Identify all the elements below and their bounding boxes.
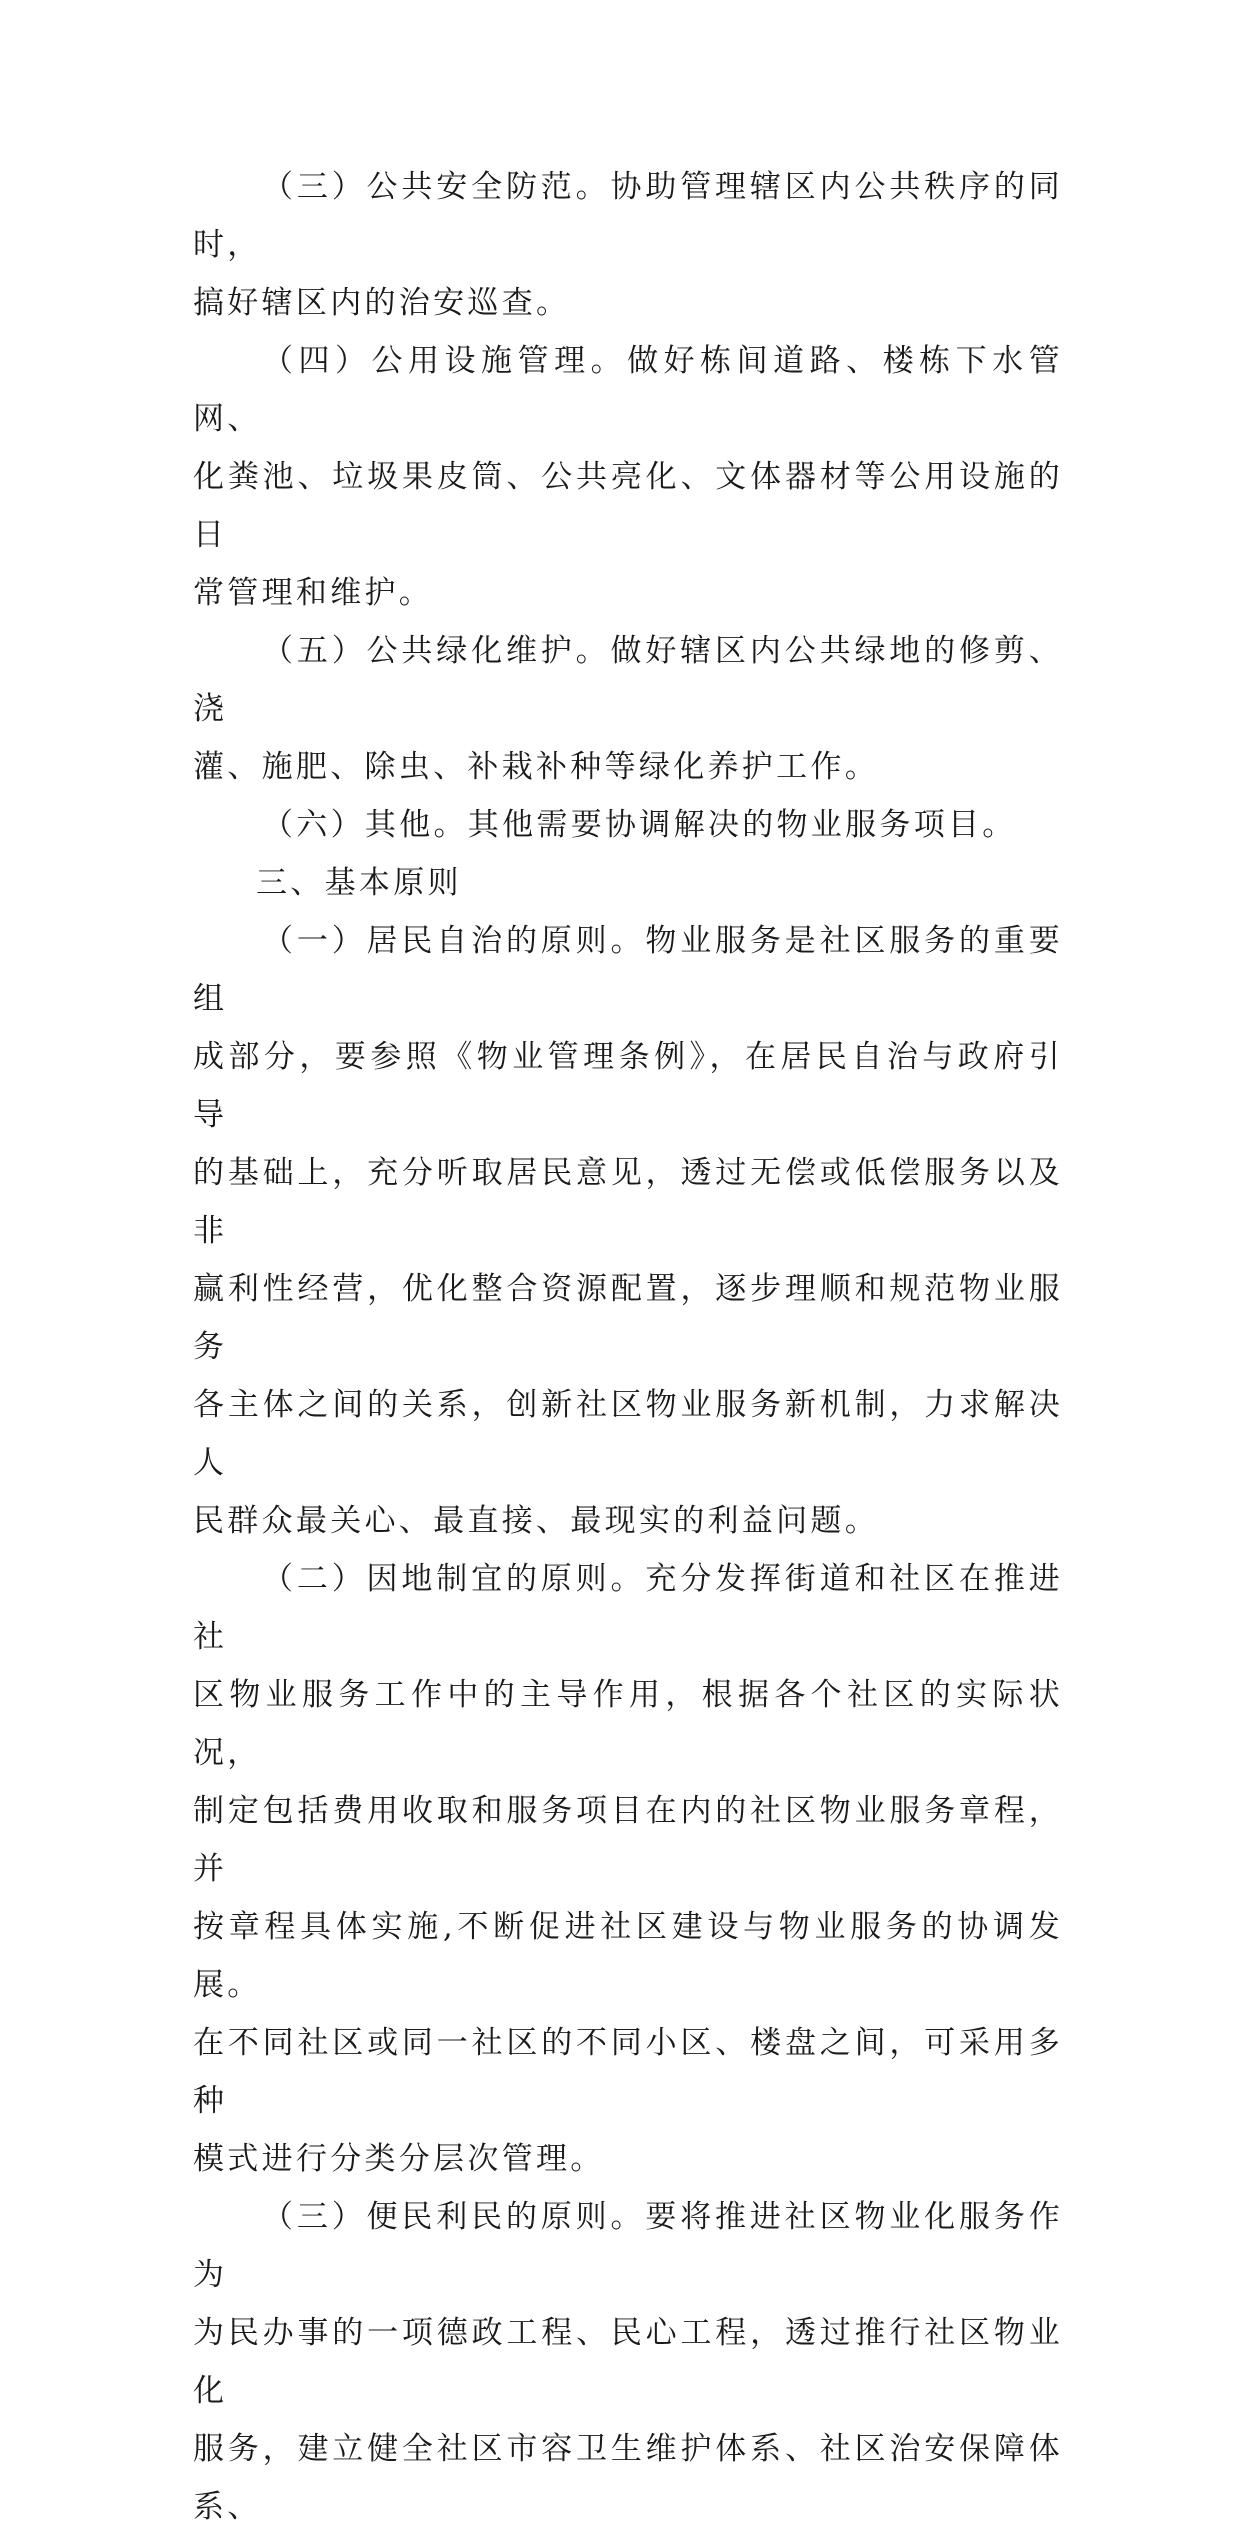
text-line: 赢利性经营，优化整合资源配置，逐步理顺和规范物业服务 (193, 1271, 1063, 1365)
text-line: 服务，建立健全社区市容卫生维护体系、社区治安保障体系、 (193, 2431, 1063, 2525)
text-line: 搞好辖区内的治安巡查。 (193, 285, 571, 321)
text-line: 为民办事的一项德政工程、民心工程，透过推行社区物业化 (193, 2315, 1063, 2409)
heading-text: 三、基本原则 (256, 865, 462, 901)
text-line: 化粪池、垃圾果皮筒、公共亮化、文体器材等公用设施的日 (193, 459, 1063, 553)
text-line: （六）其他。其他需要协调解决的物业服务项目。 (262, 807, 1017, 843)
paragraph-local-conditions (193, 1550, 1063, 2188)
text-line: 民群众最关心、最直接、最现实的利益问题。 (193, 1503, 879, 1539)
text-line: 常管理和维护。 (193, 575, 434, 611)
paragraph-resident-autonomy (193, 912, 1063, 1550)
text-line: 成部分，要参照《物业管理条例》，在居民自治与政府引导 (193, 1039, 1063, 1133)
text-line: （一）居民自治的原则。物业服务是社区服务的重要组 (193, 923, 1063, 1017)
text-line: （四）公用设施管理。做好栋间道路、楼栋下水管网、 (193, 343, 1063, 437)
paragraph-other (193, 796, 1063, 854)
paragraph-convenience (193, 2188, 1063, 2536)
section-heading-basic-principles (193, 854, 1063, 912)
text-line: 区物业服务工作中的主导作用，根据各个社区的实际状况， (193, 1677, 1063, 1771)
paragraph-public-facilities (193, 332, 1063, 622)
text-line: 在不同社区或同一社区的不同小区、楼盘之间，可采用多种 (193, 2025, 1063, 2119)
paragraph-public-security (193, 158, 1063, 332)
text-line: 灌、施肥、除虫、补栽补种等绿化养护工作。 (193, 749, 879, 785)
text-line: （五）公共绿化维护。做好辖区内公共绿地的修剪、浇 (193, 633, 1063, 727)
text-line: 制定包括费用收取和服务项目在内的社区物业服务章程，并 (193, 1793, 1063, 1887)
text-line: 按章程具体实施,不断促进社区建设与物业服务的协调发展。 (193, 1909, 1063, 2003)
text-line: （三）公共安全防范。协助管理辖区内公共秩序的同时， (193, 169, 1063, 263)
text-line: 模式进行分类分层次管理。 (193, 2141, 605, 2177)
text-line: （二）因地制宜的原则。充分发挥街道和社区在推进社 (193, 1561, 1063, 1655)
text-line: （三）便民利民的原则。要将推进社区物业化服务作为 (193, 2199, 1063, 2293)
paragraph-public-greening (193, 622, 1063, 796)
text-line: 的基础上，充分听取居民意见，透过无偿或低偿服务以及非 (193, 1155, 1063, 1249)
document-body (193, 158, 1063, 2536)
text-line: 各主体之间的关系，创新社区物业服务新机制，力求解决人 (193, 1387, 1063, 1481)
